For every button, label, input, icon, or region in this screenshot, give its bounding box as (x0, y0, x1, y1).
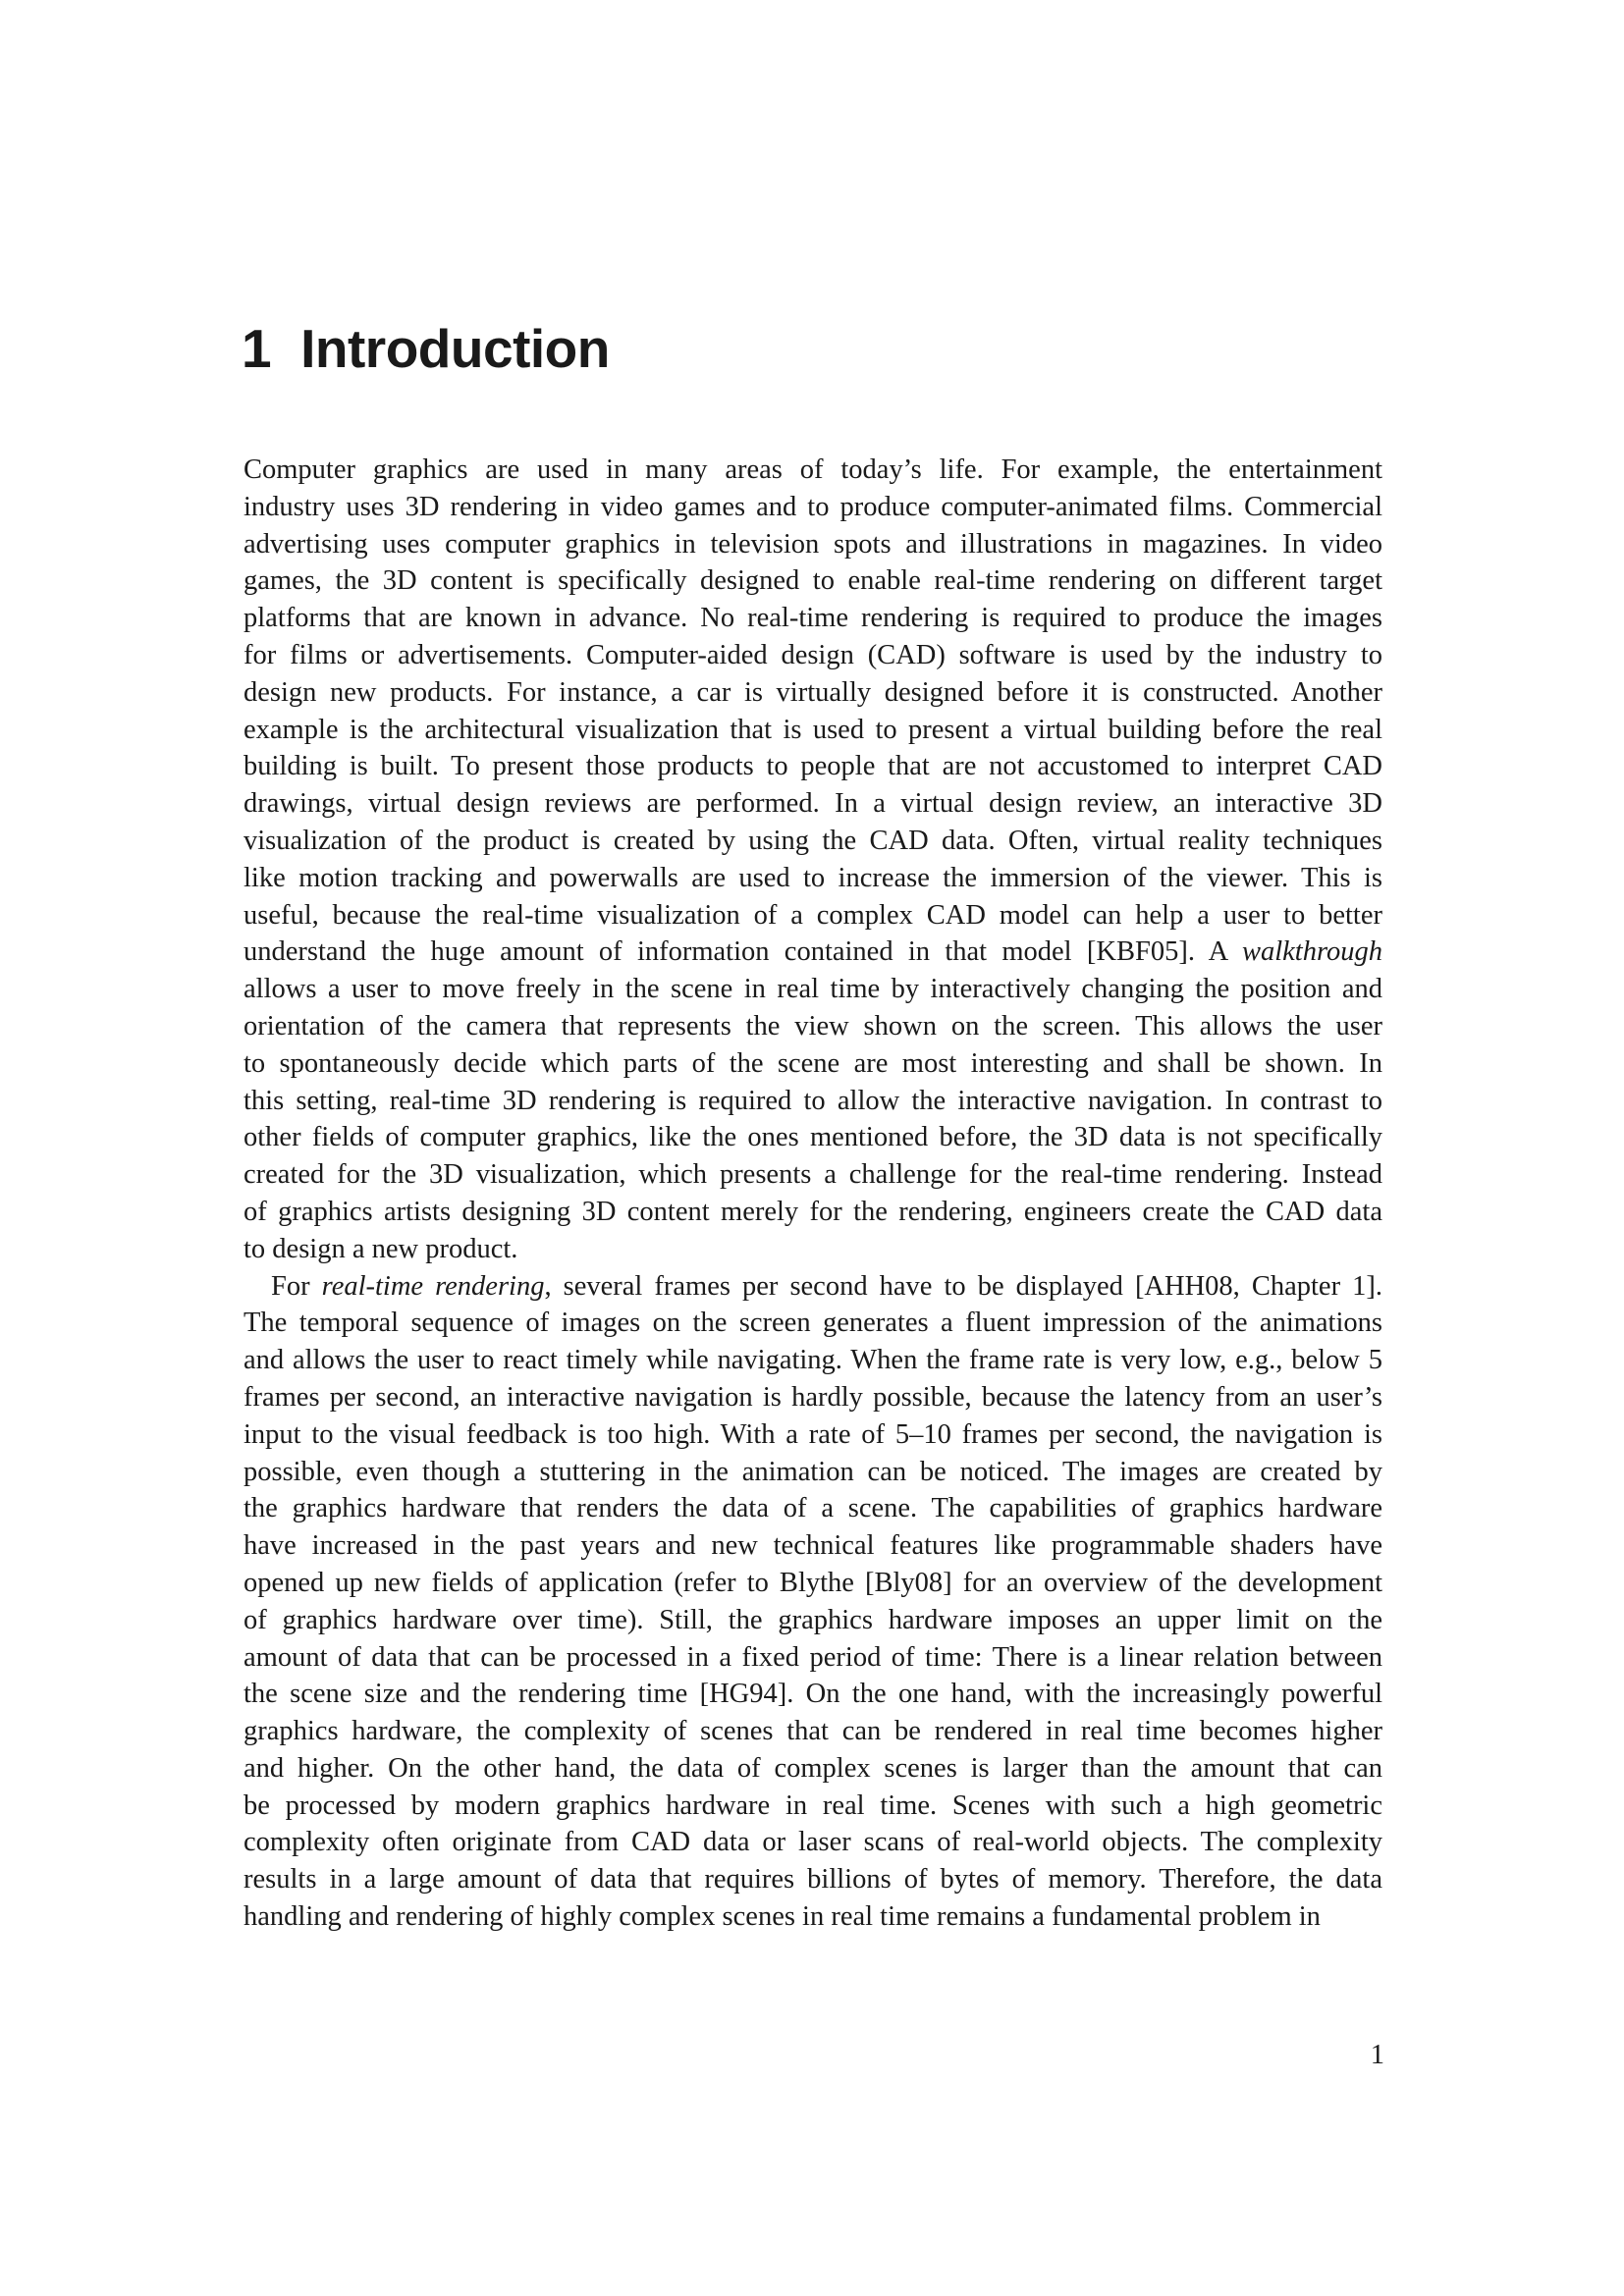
text-run: handling and rendering of highly complex scenes in real time remains a fundamental problem in (244, 1901, 1321, 1933)
text-run: like motion tracking and powerwalls are used to increase the immersion of the viewer. This is (244, 862, 1382, 893)
text-run: advertising uses computer graphics in television spots and illustrations in magazines. In video (244, 528, 1382, 560)
text-line (244, 785, 1382, 823)
text-line (244, 1898, 1382, 1936)
text-line (244, 1490, 1382, 1527)
text-run: complexity often originate from CAD data or laser scans of real-world objects. The complexity (244, 1827, 1382, 1858)
text-run: , several frames per second have to be displayed [AHH08, Chapter 1]. (544, 1270, 1382, 1302)
text-run: useful, because the real-time visualization of a complex CAD model can help a user to better (244, 899, 1382, 931)
text-run: have increased in the past years and new technical features like programmable shaders have (244, 1530, 1382, 1562)
text-run: of graphics artists designing 3D content merely for the rendering, engineers create the CAD data (244, 1196, 1382, 1227)
text-line (244, 748, 1382, 785)
text-line (244, 1083, 1382, 1120)
text-run: to design a new product. (244, 1233, 518, 1264)
text-line (244, 562, 1382, 600)
text-run: created for the 3D visualization, which presents a challenge for the real-time rendering. Instead (244, 1159, 1382, 1191)
text-run: for films or advertisements. Computer-aided design (CAD) software is used by the industry to (244, 639, 1382, 670)
text-line (244, 712, 1382, 749)
text-line (244, 860, 1382, 897)
text-run: The temporal sequence of images on the screen generates a fluent impression of the animations (244, 1308, 1382, 1339)
text-line (244, 1342, 1382, 1379)
text-run: games, the 3D content is specifically designed to enable real-time rendering on different target (244, 565, 1382, 597)
text-run: results in a large amount of data that requires billions of bytes of memory. Therefore, the data (244, 1864, 1382, 1896)
text-line (244, 526, 1382, 563)
text-run: For (271, 1270, 322, 1302)
paragraph (244, 452, 1382, 1268)
text-run: drawings, virtual design reviews are performed. In a virtual design review, an interactive 3D (244, 788, 1382, 820)
text-line (244, 1602, 1382, 1639)
text-run: graphics hardware, the complexity of scenes that can be rendered in real time becomes higher (244, 1716, 1382, 1747)
text-run: frames per second, an interactive navigation is hardly possible, because the latency from an user’s (244, 1381, 1382, 1413)
text-line (244, 1045, 1382, 1083)
text-run: and higher. On the other hand, the data of complex scenes is larger than the amount that can (244, 1752, 1382, 1784)
text-line (244, 1268, 1382, 1306)
text-line (244, 934, 1382, 971)
body-text (244, 452, 1382, 1936)
text-run: input to the visual feedback is too high. With a rate of 5–10 frames per second, the navigation is (244, 1418, 1382, 1450)
text-run: platforms that are known in advance. No real-time rendering is required to produce the images (244, 603, 1382, 634)
text-run: and allows the user to react timely while navigating. When the frame rate is very low, e.g., below 5 (244, 1345, 1382, 1376)
paragraph (244, 1268, 1382, 1936)
text-run: Computer graphics are used in many areas of today’s life. For example, the entertainment (244, 454, 1382, 485)
text-run: of graphics hardware over time). Still, the graphics hardware imposes an upper limit on the (244, 1604, 1382, 1635)
text-run: to spontaneously decide which parts of the scene are most interesting and shall be shown. In (244, 1047, 1382, 1079)
text-line (244, 674, 1382, 712)
text-line (244, 1565, 1382, 1602)
text-run: orientation of the camera that represents the view shown on the screen. This allows the user (244, 1010, 1382, 1041)
text-line (244, 637, 1382, 674)
text-line (244, 1861, 1382, 1898)
text-run: the graphics hardware that renders the data of a scene. The capabilities of graphics hardware (244, 1493, 1382, 1524)
text-run: opened up new fields of application (refer to Blythe [Bly08] for an overview of the development (244, 1567, 1382, 1598)
chapter-title: Introduction (300, 318, 610, 379)
page-number: 1 (1370, 2040, 1384, 2070)
text-line (244, 1416, 1382, 1454)
text-run: other fields of computer graphics, like the ones mentioned before, the 3D data is not specifically (244, 1122, 1382, 1153)
text-run: example is the architectural visualization that is used to present a virtual building before the real (244, 714, 1382, 745)
text-line (244, 1824, 1382, 1861)
text-line (244, 823, 1382, 860)
text-run: possible, even though a stuttering in the animation can be noticed. The images are created by (244, 1456, 1382, 1487)
text-line (244, 1527, 1382, 1565)
text-line (244, 600, 1382, 637)
text-line (244, 1454, 1382, 1491)
text-run: industry uses 3D rendering in video games and to produce computer-animated films. Commercial (244, 491, 1382, 522)
text-line (244, 489, 1382, 526)
chapter-number: 1 (242, 318, 272, 379)
chapter-heading (242, 316, 610, 381)
text-line (244, 1231, 1382, 1268)
text-line (244, 1379, 1382, 1416)
text-line (244, 1156, 1382, 1194)
text-line (244, 452, 1382, 489)
text-line (244, 1713, 1382, 1750)
text-run: be processed by modern graphics hardware in real time. Scenes with such a high geometric (244, 1789, 1382, 1821)
emphasized-term: walkthrough (1241, 936, 1382, 968)
text-line (244, 1639, 1382, 1677)
text-line (244, 971, 1382, 1008)
text-line (244, 1676, 1382, 1713)
text-run: visualization of the product is created by using the CAD data. Often, virtual reality techniques (244, 825, 1382, 856)
text-line (244, 897, 1382, 934)
text-line (244, 1008, 1382, 1045)
text-line (244, 1194, 1382, 1231)
emphasized-term: real-time rendering (321, 1270, 545, 1302)
text-run: allows a user to move freely in the scene in real time by interactively changing the position and (244, 974, 1382, 1005)
text-run: design new products. For instance, a car is virtually designed before it is constructed. Another (244, 676, 1382, 708)
text-line (244, 1750, 1382, 1788)
text-run: this setting, real-time 3D rendering is required to allow the interactive navigation. In contrast to (244, 1085, 1382, 1116)
text-line (244, 1119, 1382, 1156)
text-run: understand the huge amount of information contained in that model [KBF05]. A (244, 936, 1242, 968)
text-line (244, 1788, 1382, 1825)
text-run: amount of data that can be processed in a fixed period of time: There is a linear relation between (244, 1641, 1382, 1673)
text-run: the scene size and the rendering time [HG94]. On the one hand, with the increasingly powerful (244, 1679, 1382, 1710)
text-line (244, 1305, 1382, 1342)
text-run: building is built. To present those products to people that are not accustomed to interpret CAD (244, 751, 1382, 782)
